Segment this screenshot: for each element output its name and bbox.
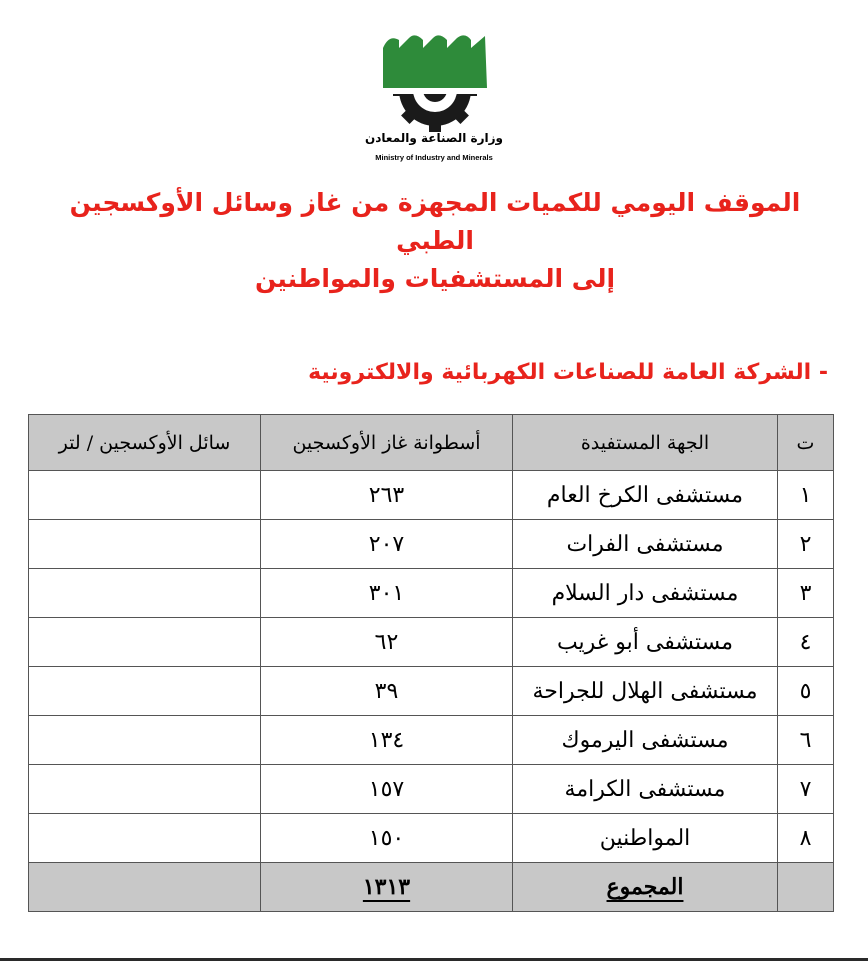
row-beneficiary: المواطنين [513, 814, 778, 863]
row-liquid [29, 716, 261, 765]
row-cylinders: ١٣٤ [261, 716, 513, 765]
row-index: ٦ [778, 716, 834, 765]
total-label-text: المجموع [606, 874, 684, 900]
header-liquid: سائل الأوكسجين / لتر [29, 415, 261, 471]
total-cylinders-text: ١٣١٣ [362, 874, 411, 900]
row-cylinders: ٢٠٧ [261, 520, 513, 569]
ministry-name-arabic: وزارة الصناعة والمعادن [365, 131, 503, 145]
row-cylinders: ٢٦٣ [261, 471, 513, 520]
row-beneficiary: مستشفى الفرات [513, 520, 778, 569]
row-index: ٣ [778, 569, 834, 618]
row-index: ٤ [778, 618, 834, 667]
row-liquid [29, 667, 261, 716]
row-index: ٥ [778, 667, 834, 716]
table-row [29, 471, 834, 520]
row-index: ١ [778, 471, 834, 520]
row-cylinders: ١٥٧ [261, 765, 513, 814]
header-index: ت [778, 415, 834, 471]
row-liquid [29, 569, 261, 618]
row-cylinders: ٦٢ [261, 618, 513, 667]
page-title [30, 184, 840, 298]
row-cylinders: ١٥٠ [261, 814, 513, 863]
oxygen-supply-table [28, 414, 834, 912]
total-label [513, 863, 778, 912]
total-cylinders [261, 863, 513, 912]
row-cylinders: ٣٩ [261, 667, 513, 716]
row-cylinders: ٣٠١ [261, 569, 513, 618]
company-heading: - الشركة العامة للصناعات الكهربائية والالكترونية [308, 360, 828, 385]
bottom-divider [0, 958, 868, 961]
row-beneficiary: مستشفى الكرامة [513, 765, 778, 814]
row-liquid [29, 520, 261, 569]
row-beneficiary: مستشفى دار السلام [513, 569, 778, 618]
row-index: ٨ [778, 814, 834, 863]
row-beneficiary: مستشفى اليرموك [513, 716, 778, 765]
ministry-name-english: Ministry of Industry and Minerals [375, 153, 493, 162]
header-beneficiary: الجهة المستفيدة [513, 415, 778, 471]
row-index: ٢ [778, 520, 834, 569]
table-row [29, 765, 834, 814]
row-beneficiary: مستشفى الكرخ العام [513, 471, 778, 520]
row-index: ٧ [778, 765, 834, 814]
table-total-row [29, 863, 834, 912]
row-liquid [29, 618, 261, 667]
title-line-2: إلى المستشفيات والمواطنين [254, 264, 616, 293]
total-index-cell [778, 863, 834, 912]
row-liquid [29, 814, 261, 863]
table-row [29, 520, 834, 569]
table-row [29, 716, 834, 765]
table-row [29, 618, 834, 667]
factory-gear-logo-icon [379, 28, 491, 132]
row-liquid [29, 765, 261, 814]
table-row [29, 814, 834, 863]
table-row [29, 667, 834, 716]
total-liquid-cell [29, 863, 261, 912]
row-beneficiary: مستشفى أبو غريب [513, 618, 778, 667]
table-header-row [29, 415, 834, 471]
header-cylinders: أسطوانة غاز الأوكسجين [261, 415, 513, 471]
title-line-1: الموقف اليومي للكميات المجهزة من غاز وسائل الأوكسجين الطبي [69, 188, 801, 255]
row-liquid [29, 471, 261, 520]
table-row [29, 569, 834, 618]
row-beneficiary: مستشفى الهلال للجراحة [513, 667, 778, 716]
